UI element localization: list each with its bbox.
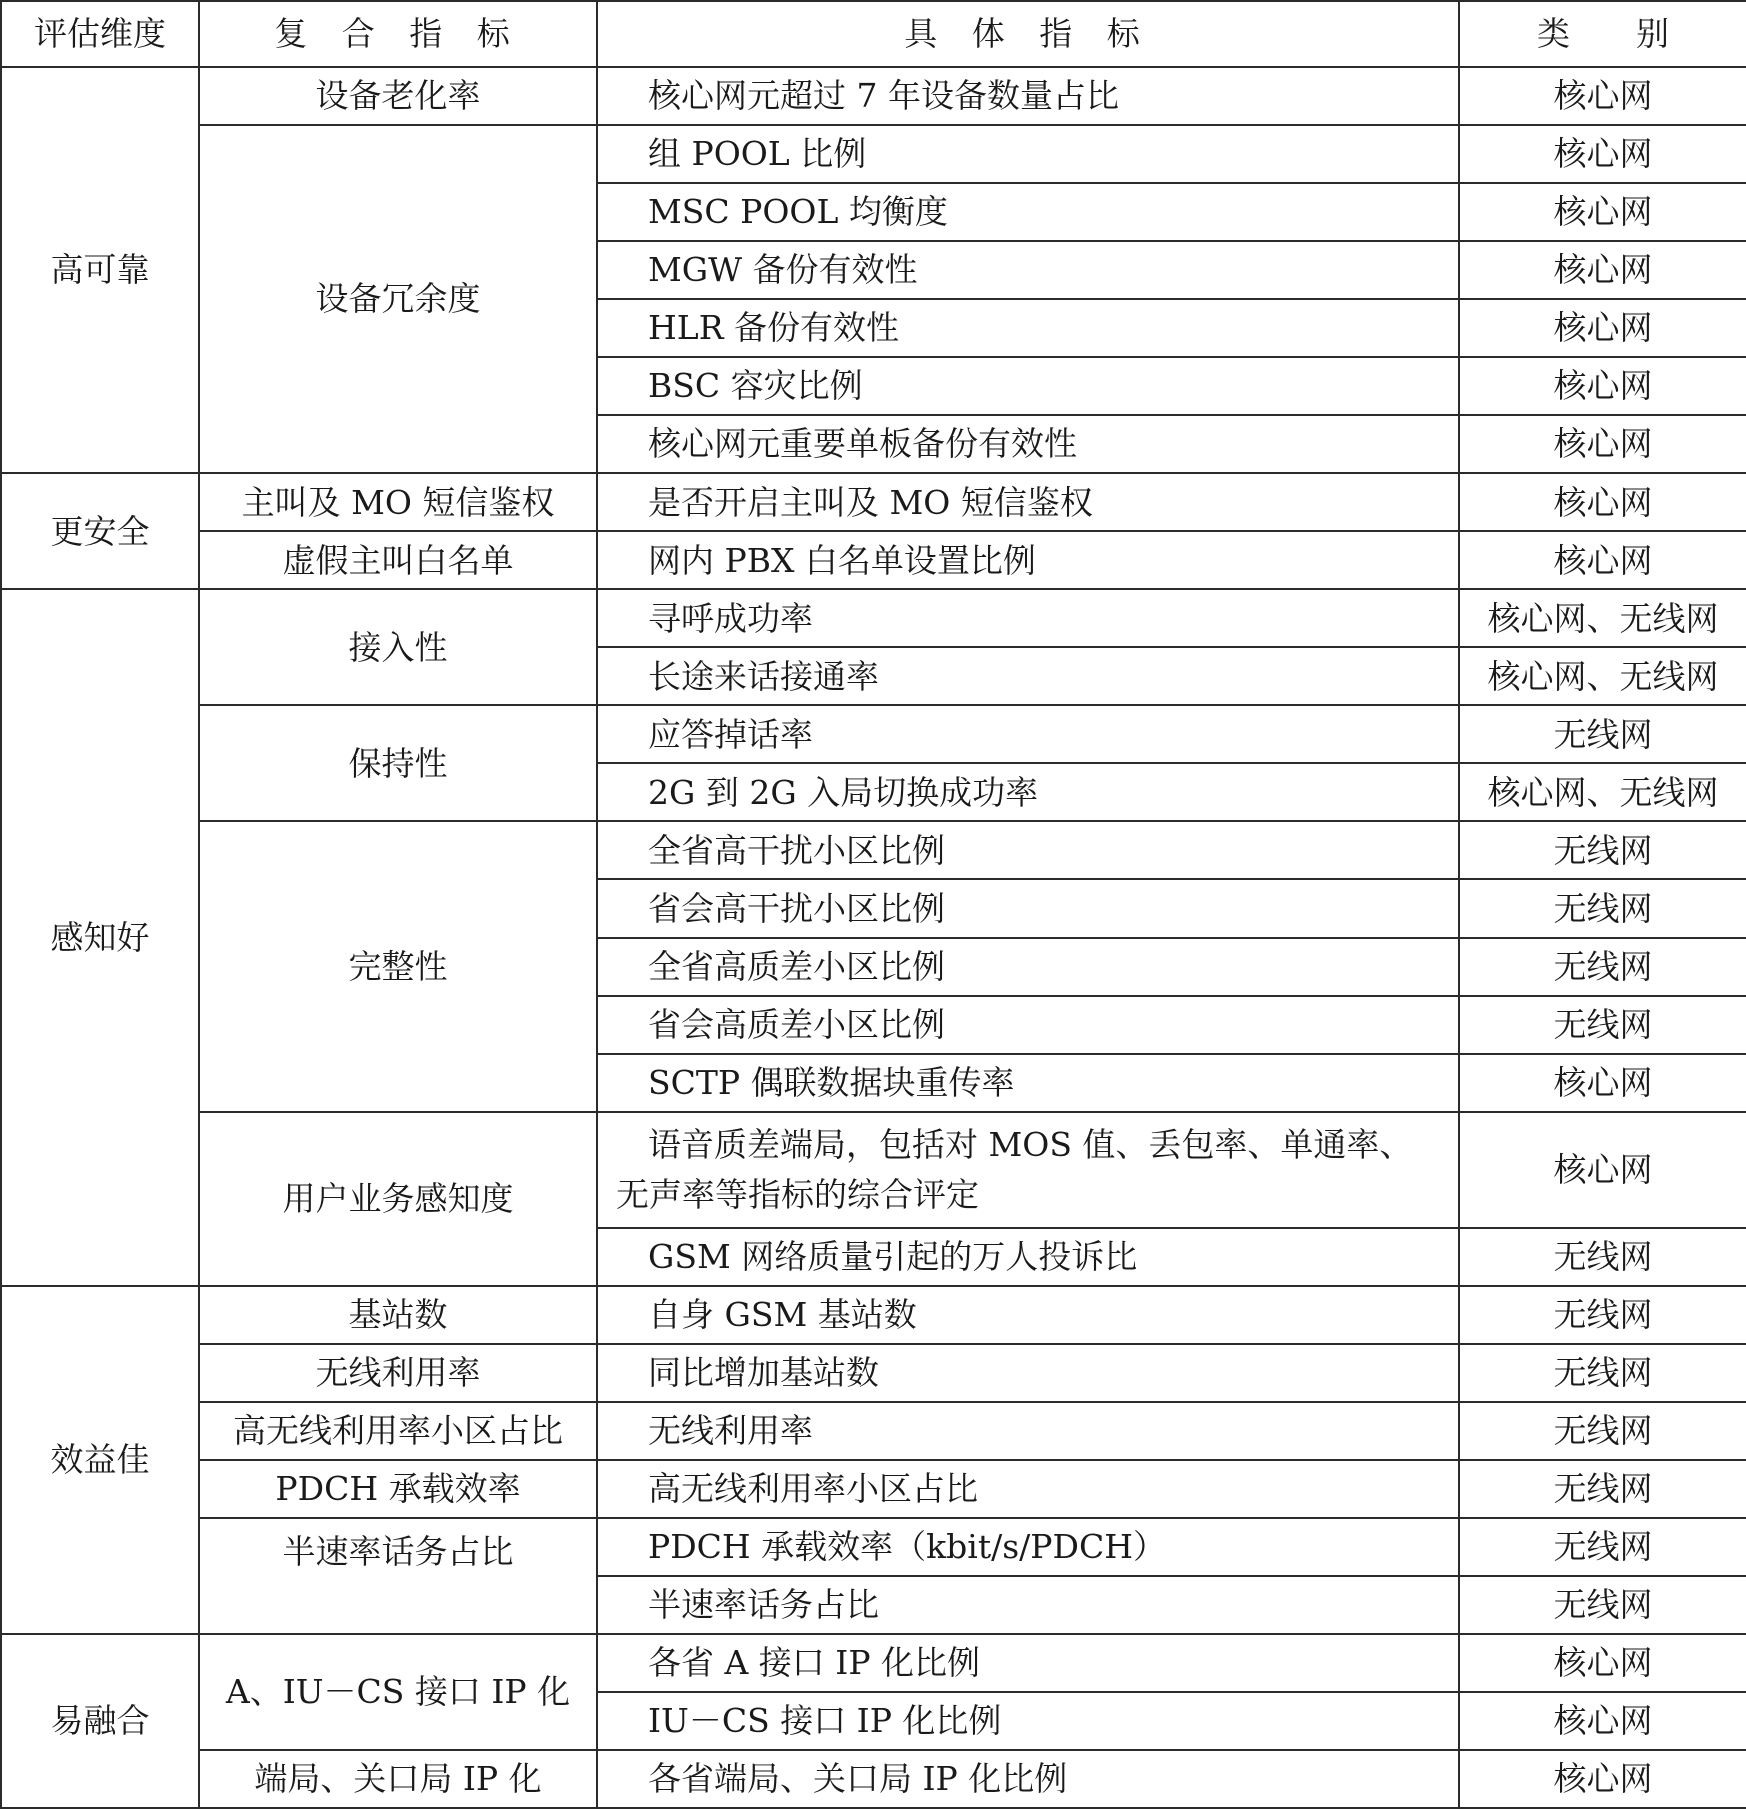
table-row xyxy=(1,1460,1746,1518)
category-cell: 核心网、无线网 xyxy=(1459,647,1746,705)
category-cell: 无线网 xyxy=(1459,1518,1746,1576)
specific-cell: 高无线利用率小区占比 xyxy=(597,1460,1459,1518)
composite-cell: 基站数 xyxy=(199,1286,597,1344)
specific-cell: 全省高质差小区比例 xyxy=(597,938,1459,996)
header-category: 类 别 xyxy=(1459,1,1746,67)
composite-cell: 主叫及 MO 短信鉴权 xyxy=(199,473,597,531)
composite-cell: 完整性 xyxy=(199,821,597,1111)
composite-cell: 无线利用率 xyxy=(199,1344,597,1402)
category-cell: 无线网 xyxy=(1459,1286,1746,1344)
specific-cell: GSM 网络质量引起的万人投诉比 xyxy=(597,1228,1459,1286)
category-cell: 核心网 xyxy=(1459,183,1746,241)
specific-cell: 半速率话务占比 xyxy=(597,1576,1459,1634)
specific-cell: SCTP 偶联数据块重传率 xyxy=(597,1054,1459,1112)
header-specific: 具 体 指 标 xyxy=(597,1,1459,67)
table-row xyxy=(1,531,1746,589)
category-cell: 核心网 xyxy=(1459,415,1746,473)
specific-cell: 网内 PBX 白名单设置比例 xyxy=(597,531,1459,589)
category-cell: 核心网 xyxy=(1459,1054,1746,1112)
category-cell: 无线网 xyxy=(1459,996,1746,1054)
category-cell: 核心网、无线网 xyxy=(1459,589,1746,647)
category-cell: 核心网 xyxy=(1459,357,1746,415)
composite-cell: 半速率话务占比 xyxy=(199,1518,597,1634)
composite-cell: 设备老化率 xyxy=(199,67,597,125)
specific-cell: 自身 GSM 基站数 xyxy=(597,1286,1459,1344)
dimension-cell: 感知好 xyxy=(1,589,199,1285)
composite-cell: 端局、关口局 IP 化 xyxy=(199,1750,597,1808)
composite-cell: 高无线利用率小区占比 xyxy=(199,1402,597,1460)
composite-cell: 虚假主叫白名单 xyxy=(199,531,597,589)
category-cell: 无线网 xyxy=(1459,879,1746,937)
table-header-row xyxy=(1,1,1746,67)
dimension-cell: 更安全 xyxy=(1,473,199,589)
specific-cell: 省会高干扰小区比例 xyxy=(597,879,1459,937)
table-row xyxy=(1,125,1746,183)
table-row xyxy=(1,1344,1746,1402)
category-cell: 无线网 xyxy=(1459,705,1746,763)
specific-cell: BSC 容灾比例 xyxy=(597,357,1459,415)
specific-cell: 是否开启主叫及 MO 短信鉴权 xyxy=(597,473,1459,531)
specific-cell: 同比增加基站数 xyxy=(597,1344,1459,1402)
table-row xyxy=(1,67,1746,125)
specific-cell: MSC POOL 均衡度 xyxy=(597,183,1459,241)
composite-cell: A、IU－CS 接口 IP 化 xyxy=(199,1634,597,1750)
specific-cell: MGW 备份有效性 xyxy=(597,241,1459,299)
dimension-cell: 高可靠 xyxy=(1,67,199,473)
table-row xyxy=(1,1634,1746,1692)
specific-cell: PDCH 承载效率（kbit/s/PDCH） xyxy=(597,1518,1459,1576)
specific-cell: 各省端局、关口局 IP 化比例 xyxy=(597,1750,1459,1808)
table-row xyxy=(1,1112,1746,1228)
composite-cell: PDCH 承载效率 xyxy=(199,1460,597,1518)
specific-cell: 组 POOL 比例 xyxy=(597,125,1459,183)
table-row xyxy=(1,705,1746,763)
category-cell: 核心网 xyxy=(1459,67,1746,125)
dimension-cell: 易融合 xyxy=(1,1634,199,1808)
table-row xyxy=(1,821,1746,879)
category-cell: 无线网 xyxy=(1459,938,1746,996)
specific-cell: 语音质差端局，包括对 MOS 值、丢包率、单通率、无声率等指标的综合评定 xyxy=(597,1112,1459,1228)
category-cell: 核心网 xyxy=(1459,473,1746,531)
specific-cell: 省会高质差小区比例 xyxy=(597,996,1459,1054)
category-cell: 核心网 xyxy=(1459,299,1746,357)
table-row xyxy=(1,1286,1746,1344)
category-cell: 核心网 xyxy=(1459,1692,1746,1750)
composite-cell: 保持性 xyxy=(199,705,597,821)
category-cell: 核心网 xyxy=(1459,531,1746,589)
category-cell: 核心网 xyxy=(1459,1750,1746,1808)
specific-cell: 长途来话接通率 xyxy=(597,647,1459,705)
dimension-cell: 效益佳 xyxy=(1,1286,199,1634)
category-cell: 无线网 xyxy=(1459,1402,1746,1460)
specific-cell: 无线利用率 xyxy=(597,1402,1459,1460)
category-cell: 核心网、无线网 xyxy=(1459,763,1746,821)
specific-cell: 应答掉话率 xyxy=(597,705,1459,763)
specific-cell: 核心网元超过 7 年设备数量占比 xyxy=(597,67,1459,125)
specific-cell: 寻呼成功率 xyxy=(597,589,1459,647)
specific-cell: HLR 备份有效性 xyxy=(597,299,1459,357)
category-cell: 无线网 xyxy=(1459,1576,1746,1634)
category-cell: 无线网 xyxy=(1459,821,1746,879)
specific-cell: 核心网元重要单板备份有效性 xyxy=(597,415,1459,473)
table-row xyxy=(1,1402,1746,1460)
category-cell: 无线网 xyxy=(1459,1460,1746,1518)
specific-cell: IU－CS 接口 IP 化比例 xyxy=(597,1692,1459,1750)
category-cell: 核心网 xyxy=(1459,125,1746,183)
header-dimension: 评估维度 xyxy=(1,1,199,67)
composite-cell: 设备冗余度 xyxy=(199,125,597,473)
category-cell: 核心网 xyxy=(1459,1634,1746,1692)
specific-cell: 2G 到 2G 入局切换成功率 xyxy=(597,763,1459,821)
table-row xyxy=(1,1518,1746,1576)
category-cell: 核心网 xyxy=(1459,241,1746,299)
header-composite: 复 合 指 标 xyxy=(199,1,597,67)
category-cell: 核心网 xyxy=(1459,1112,1746,1228)
table-row xyxy=(1,589,1746,647)
table-row xyxy=(1,473,1746,531)
category-cell: 无线网 xyxy=(1459,1228,1746,1286)
specific-cell: 全省高干扰小区比例 xyxy=(597,821,1459,879)
table-row xyxy=(1,1750,1746,1808)
category-cell: 无线网 xyxy=(1459,1344,1746,1402)
composite-cell: 接入性 xyxy=(199,589,597,705)
specific-cell: 各省 A 接口 IP 化比例 xyxy=(597,1634,1459,1692)
composite-cell: 用户业务感知度 xyxy=(199,1112,597,1286)
